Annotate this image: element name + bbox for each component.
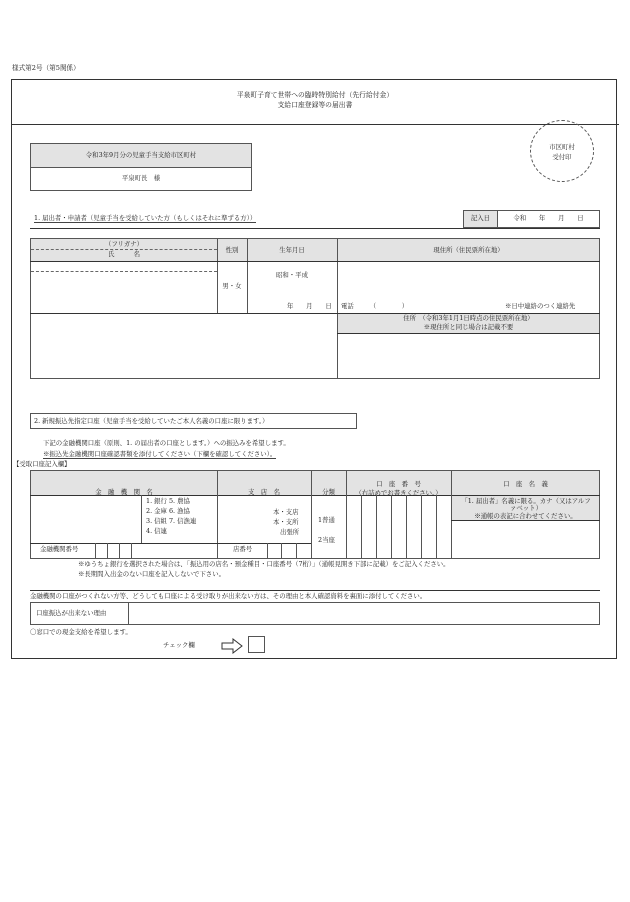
bank-type-2[interactable]: 2. 金庫 6. 漁協 [146,507,190,515]
gender-column-label: 性別 [225,246,239,254]
section2-line2: ※振込先金融機関口座確認書類を添付してください（下欄を確認してください）。 [43,450,277,458]
furigana-label: （フリガナ） [104,240,144,248]
bank-type-3[interactable]: 3. 信組 7. 信漁連 [146,517,197,525]
branch-type-3[interactable]: 出張所 [280,528,300,536]
reason-input[interactable] [129,603,599,624]
stamp-label-line2: 受付印 [552,153,572,161]
branch-type-1[interactable]: 本・支店 [273,508,299,516]
branch-code-label: 店番号 [233,545,253,553]
date-value: 令和 年 月 日 [513,214,584,222]
acct-column-sublabel: （右詰めでお書きください。） [355,489,442,497]
title-divider [11,124,619,125]
vline-branch-type [311,470,312,559]
date-label: 記入日 [470,214,491,222]
bank-input[interactable] [31,496,140,543]
holder-note2: ※通帳の表記に合わせてください。 [474,512,577,520]
title-line2: 支給口座登録等の届出書 [277,101,353,109]
applicant-lower-rule [30,313,337,314]
gender-options[interactable]: 男・女 [222,282,242,290]
account-number-input[interactable] [347,496,450,558]
stamp-label-line1: 市区町村 [549,143,575,151]
yucho-note: ※ゆうちょ銀行を選択された場合は、「振込用の店名・預金種目・口座番号（7桁）」（通帳見開き下部に記載）をご記入ください。 [78,560,450,568]
holder-column-label: 口 座 名 義 [503,480,548,488]
address2-label-line2: ※現住所と同じ場合は記載不要 [423,323,514,331]
branch-type-2[interactable]: 本・支所 [273,518,299,526]
holder-input[interactable] [452,521,599,558]
date-row-rule [30,228,600,229]
birth-era-options[interactable]: 昭和・平成 [276,271,308,279]
section2-heading: 2. 新規振込先指定口座（児童手当を受給していたご本人名義の口座に限ります。） [34,417,269,425]
phone-note: ※日中連絡のつく連絡先 [505,302,576,310]
bank-type-4[interactable]: 4. 信連 [146,527,167,535]
birth-ymd[interactable]: 年 月 日 [287,302,332,310]
section3-text: 金融機関の口座がつくれない方等、どうしても口座による受け取りが出来ない方は、その理由と本人確認資料を裏面に添付してください。 [30,592,427,600]
arrow-right-icon [221,638,243,654]
check-label: チェック欄 [163,641,195,649]
check-box[interactable] [248,636,265,653]
holder-note1: 「1. 届出者」名義に限る。カナ（又はアルファベット） [461,497,591,513]
section2-line1: 下記の金融機関口座（原則、1. の届出者の口座とします。）への振込みを希望します。 [43,439,290,447]
recipient-name: 平泉町長 様 [121,174,161,182]
furigana-input[interactable] [31,262,217,271]
birth-column-label: 生年月日 [279,246,305,254]
recipient-header-text: 令和3年9月分の児童手当支給市区町村 [85,151,197,159]
branch-column-label: 支 店 名 [248,488,280,496]
branch-code-input[interactable] [268,544,310,558]
address2-input[interactable] [338,334,599,378]
vline-bank-types [141,495,142,543]
dormant-account-note: ※長期間入出金のない口座を記入しないで下さい。 [78,570,225,578]
bank-column-label: 金 融 機 関 名 [95,488,153,496]
section1-heading: 1. 届出者・申請者（児童手当を受給していた方（もしくはそれに準ずる方）） [34,214,257,222]
reason-label: 口座振込が出来ない理由 [36,609,107,617]
acct-type-2[interactable]: 2当座 [318,536,335,544]
acct-column-label: 口 座 番 号 [376,480,421,488]
address-column-label: 現住所（住民票所在地） [433,246,504,254]
address-input[interactable] [338,262,599,302]
type-column-label: 分類 [322,488,335,496]
address2-label-line1: 住所 （令和3年1月1日時点の住民票所在地） [403,314,534,322]
name-column-label: 氏 名 [108,250,140,258]
bank-code-label: 金融機関番号 [40,545,79,553]
acct-type-1[interactable]: 1普通 [318,516,335,524]
phone-field[interactable]: 電話 （ ） [341,302,409,310]
account-area-label: 【受取口座記入欄】 [13,460,71,468]
cash-payment-line: 〇窓口での現金支給を希望します。 [30,628,132,636]
form-id: 様式第2号（第5関係） [12,64,80,72]
title-line1: 平泉町子育て世帯への臨時特別給付（先行給付金） [236,91,394,99]
bank-code-input[interactable] [96,544,144,558]
bank-type-1[interactable]: 1. 銀行 5. 農協 [146,497,190,505]
section3-rule [30,590,600,591]
name-input[interactable] [31,272,217,312]
